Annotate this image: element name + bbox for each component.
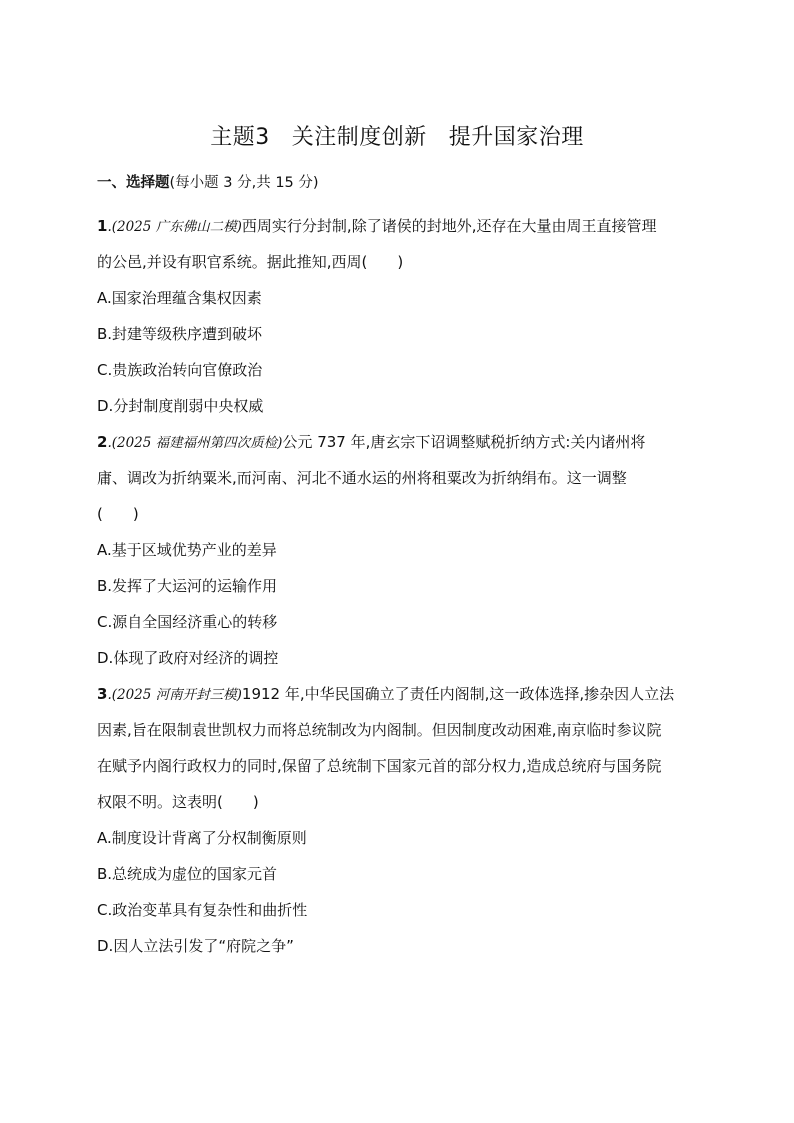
- question-stem-line: [97, 676, 701, 712]
- option-c[interactable]: C.贵族政治转向官僚政治: [97, 361, 263, 379]
- option-b[interactable]: B.总统成为虚位的国家元首: [97, 865, 278, 883]
- question-source: .(2025 福建福州第四次质检): [107, 435, 283, 451]
- option-a[interactable]: A.基于区域优势产业的差异: [97, 541, 277, 559]
- question-source: .(2025 河南开封三模): [107, 687, 242, 703]
- page-title: [0, 120, 794, 151]
- option-a[interactable]: A.制度设计背离了分权制衡原则: [97, 829, 307, 847]
- question-stem-line: [97, 208, 701, 244]
- title-part1: 关注制度创新: [291, 125, 427, 150]
- question-stem-line: 权限不明。这表明( ): [97, 793, 259, 811]
- question-1: [97, 208, 701, 424]
- section-note: (每小题 3 分,共 15 分): [169, 175, 319, 191]
- question-text: 1912 年,中华民国确立了责任内阁制,这一政体选择,掺杂因人立法: [241, 685, 675, 703]
- option-a[interactable]: A.国家治理蕴含集权因素: [97, 289, 262, 307]
- question-text: 公元 737 年,唐玄宗下诏调整赋税折纳方式:关内诸州将: [282, 433, 646, 451]
- question-source: .(2025 广东佛山二模): [107, 219, 242, 235]
- question-stem-line: [97, 424, 701, 460]
- option-d[interactable]: D.分封制度削弱中央权威: [97, 397, 264, 415]
- question-text: 西周实行分封制,除了诸侯的封地外,还存在大量由周王直接管理: [241, 217, 657, 235]
- question-number: 3: [97, 685, 108, 703]
- question-number: 2: [97, 433, 108, 451]
- question-stem-line: 因素,旨在限制袁世凯权力而将总统制改为内阁制。但因制度改动困难,南京临时参议院: [97, 721, 662, 739]
- question-stem-line: 的公邑,并设有职官系统。据此推知,西周( ): [97, 253, 404, 271]
- option-b[interactable]: B.发挥了大运河的运输作用: [97, 577, 278, 595]
- question-2: [97, 424, 701, 676]
- content-body: [97, 172, 701, 964]
- question-stem-line: 庸、调改为折纳粟米,而河南、河北不通水运的州将租粟改为折纳绢布。这一调整: [97, 469, 627, 487]
- question-number: 1: [97, 217, 108, 235]
- section-label: 一、选择题: [97, 175, 170, 191]
- option-b[interactable]: B.封建等级秩序遭到破坏: [97, 325, 263, 343]
- option-d[interactable]: D.体现了政府对经济的调控: [97, 649, 279, 667]
- option-d[interactable]: D.因人立法引发了“府院之争”: [97, 937, 294, 955]
- option-c[interactable]: C.源自全国经济重心的转移: [97, 613, 278, 631]
- title-topic: 主题3: [210, 125, 270, 150]
- question-stem-line: ( ): [97, 505, 139, 523]
- question-stem-line: 在赋予内阁行政权力的同时,保留了总统制下国家元首的部分权力,造成总统府与国务院: [97, 757, 662, 775]
- section-heading: [97, 172, 701, 194]
- option-c[interactable]: C.政治变革具有复杂性和曲折性: [97, 901, 308, 919]
- title-part2: 提升国家治理: [448, 125, 584, 150]
- question-3: [97, 676, 701, 964]
